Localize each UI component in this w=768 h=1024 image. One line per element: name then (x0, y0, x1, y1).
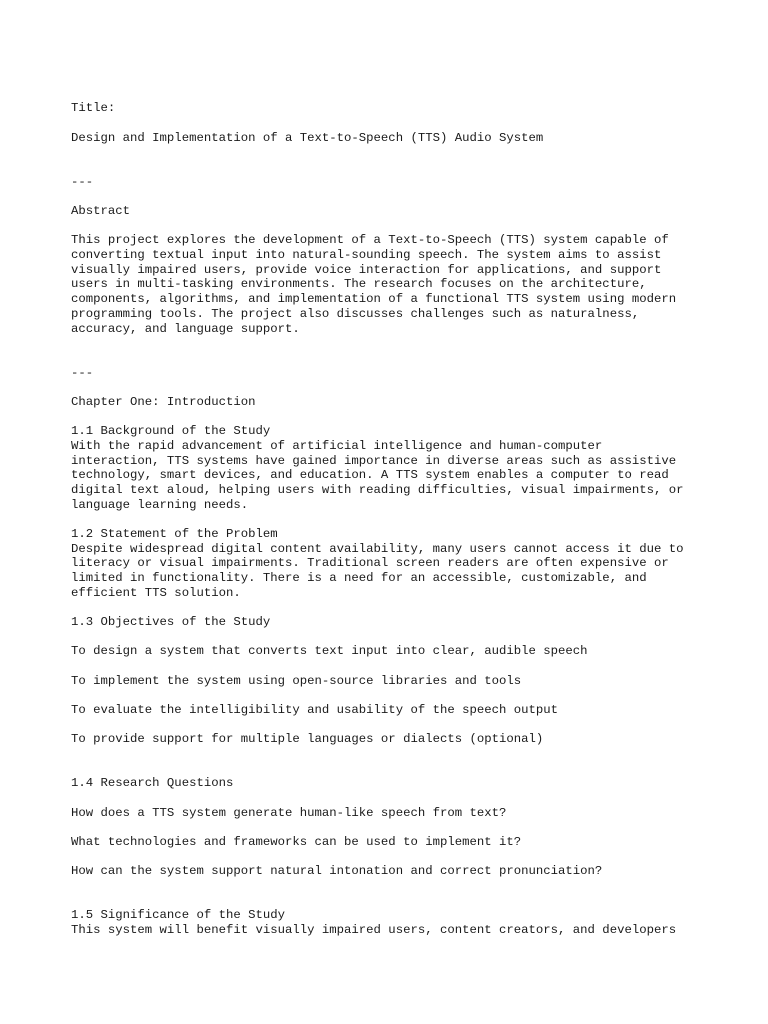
problem-line: literacy or visual impairments. Traditional screen readers are often expensive or (71, 556, 669, 570)
title-label: Title: (71, 101, 116, 115)
document-title: Design and Implementation of a Text-to-Speech (TTS) Audio System (71, 131, 544, 145)
chapter-heading: Chapter One: Introduction (71, 395, 256, 409)
abstract-line: This project explores the development of a Text-to-Speech (TTS) system capable of (71, 233, 669, 247)
section-separator: --- (71, 175, 94, 189)
background-line: interaction, TTS systems have gained importance in diverse areas such as assistive (71, 454, 677, 468)
question-item: How can the system support natural intonation and correct pronunciation? (71, 864, 603, 878)
questions-heading: 1.4 Research Questions (71, 776, 234, 790)
background-heading: 1.1 Background of the Study (71, 424, 271, 438)
abstract-line: accuracy, and language support. (71, 322, 300, 336)
problem-line: Despite widespread digital content availability, many users cannot access it due to (71, 542, 684, 556)
objective-item: To provide support for multiple languages or dialects (optional) (71, 732, 544, 746)
abstract-line: components, algorithms, and implementation of a functional TTS system using modern (71, 292, 677, 306)
significance-heading: 1.5 Significance of the Study (71, 908, 286, 922)
abstract-line: users in multi-tasking environments. The research focuses on the architecture, (71, 277, 647, 291)
section-separator: --- (71, 366, 94, 380)
background-line: With the rapid advancement of artificial intelligence and human-computer (71, 439, 603, 453)
objective-item: To implement the system using open-source libraries and tools (71, 674, 522, 688)
abstract-line: converting textual input into natural-sounding speech. The system aims to assist (71, 248, 662, 262)
abstract-heading: Abstract (71, 204, 131, 218)
problem-line: limited in functionality. There is a need for an accessible, customizable, and (71, 571, 647, 585)
objective-item: To design a system that converts text input into clear, audible speech (71, 644, 588, 658)
abstract-line: programming tools. The project also discusses challenges such as naturalness, (71, 307, 640, 321)
problem-heading: 1.2 Statement of the Problem (71, 527, 278, 541)
background-line: language learning needs. (71, 498, 249, 512)
problem-line: efficient TTS solution. (71, 586, 241, 600)
question-item: What technologies and frameworks can be used to implement it? (71, 835, 522, 849)
significance-line: This system will benefit visually impaired users, content creators, and developers (71, 923, 677, 937)
objective-item: To evaluate the intelligibility and usability of the speech output (71, 703, 559, 717)
abstract-line: visually impaired users, provide voice interaction for applications, and support (71, 263, 662, 277)
objectives-heading: 1.3 Objectives of the Study (71, 615, 271, 629)
question-item: How does a TTS system generate human-like speech from text? (71, 806, 507, 820)
background-line: digital text aloud, helping users with reading difficulties, visual impairments, or (71, 483, 684, 497)
background-line: technology, smart devices, and education. A TTS system enables a computer to read (71, 468, 669, 482)
